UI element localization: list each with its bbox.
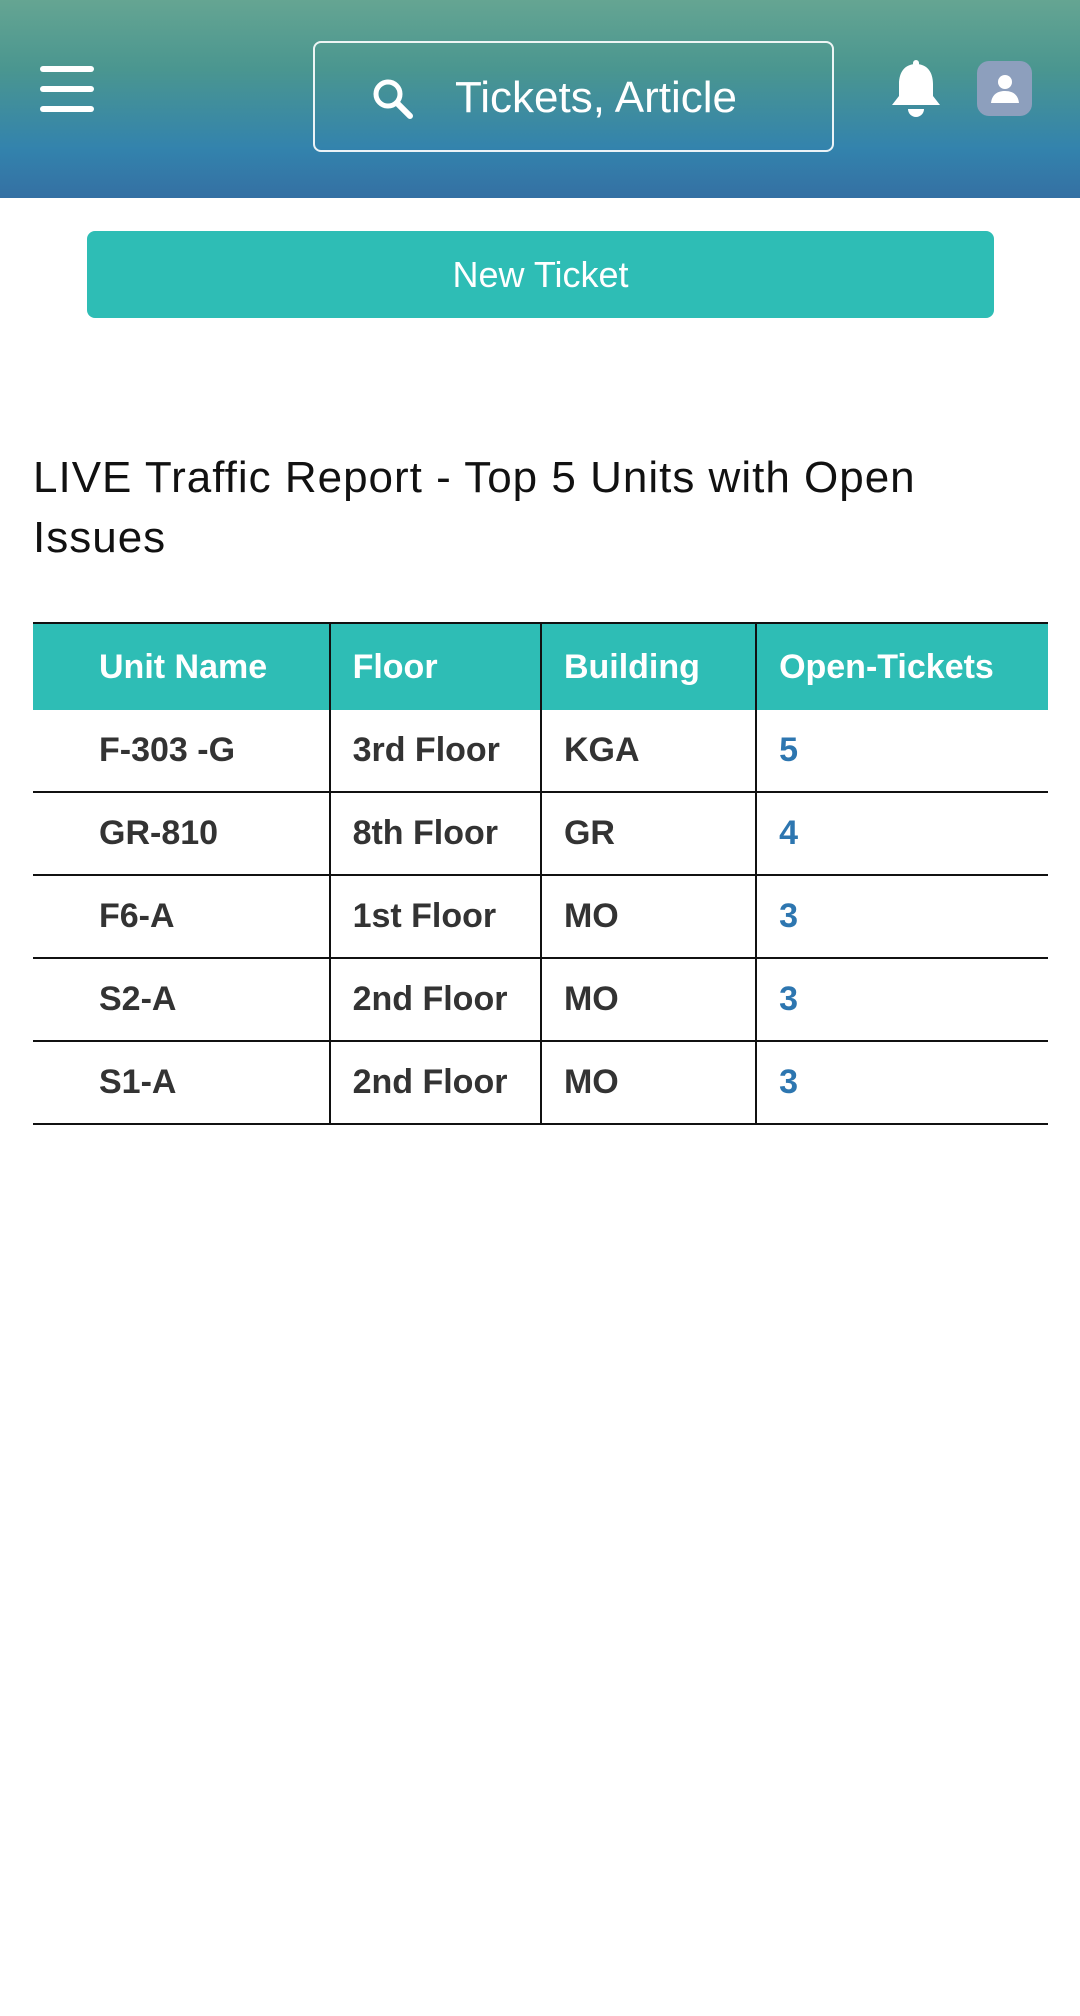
open-tickets-cell <box>756 1041 1048 1124</box>
column-header-open-tickets[interactable]: Open-Tickets <box>756 623 1048 710</box>
search-input[interactable] <box>455 63 815 133</box>
traffic-report-table <box>33 622 1048 1125</box>
floor-cell: 2nd Floor <box>330 1041 541 1124</box>
bell-icon[interactable] <box>888 60 944 120</box>
open-tickets-cell <box>756 710 1048 792</box>
building-cell: MO <box>541 958 756 1041</box>
new-ticket-button[interactable]: New Ticket <box>87 231 994 318</box>
building-cell: GR <box>541 792 756 875</box>
unit-name-cell: S1-A <box>33 1041 330 1124</box>
unit-name-cell: S2-A <box>33 958 330 1041</box>
column-header-floor[interactable]: Floor <box>330 623 541 710</box>
report-title: LIVE Traffic Report - Top 5 Units with Open Issues <box>33 453 916 562</box>
unit-name-cell: F-303 -G <box>33 710 330 792</box>
app-header <box>0 0 1080 198</box>
table-row <box>33 710 1048 792</box>
table-row <box>33 958 1048 1041</box>
open-tickets-link[interactable]: 3 <box>779 897 798 935</box>
search-box[interactable] <box>313 41 834 152</box>
building-cell: MO <box>541 1041 756 1124</box>
open-tickets-link[interactable]: 3 <box>779 1063 798 1101</box>
user-silhouette-icon <box>990 73 1020 105</box>
building-cell: MO <box>541 875 756 958</box>
open-tickets-link[interactable]: 3 <box>779 980 798 1018</box>
open-tickets-link[interactable]: 5 <box>779 731 798 769</box>
table-row <box>33 875 1048 958</box>
column-header-building[interactable]: Building <box>541 623 756 710</box>
floor-cell: 2nd Floor <box>330 958 541 1041</box>
menu-bar <box>40 106 94 112</box>
open-tickets-cell <box>756 958 1048 1041</box>
open-tickets-link[interactable]: 4 <box>779 814 798 852</box>
menu-bar <box>40 66 94 72</box>
open-tickets-cell <box>756 875 1048 958</box>
open-tickets-cell <box>756 792 1048 875</box>
floor-cell: 8th Floor <box>330 792 541 875</box>
search-icon[interactable] <box>371 77 415 121</box>
menu-bar <box>40 86 94 92</box>
hamburger-menu-icon[interactable] <box>40 66 94 112</box>
table-header-row <box>33 623 1048 710</box>
unit-name-cell: GR-810 <box>33 792 330 875</box>
floor-cell: 1st Floor <box>330 875 541 958</box>
table-row <box>33 1041 1048 1124</box>
building-cell: KGA <box>541 710 756 792</box>
user-avatar-icon[interactable] <box>977 61 1032 116</box>
column-header-unit-name[interactable]: Unit Name <box>33 623 330 710</box>
floor-cell: 3rd Floor <box>330 710 541 792</box>
unit-name-cell: F6-A <box>33 875 330 958</box>
table-row <box>33 792 1048 875</box>
